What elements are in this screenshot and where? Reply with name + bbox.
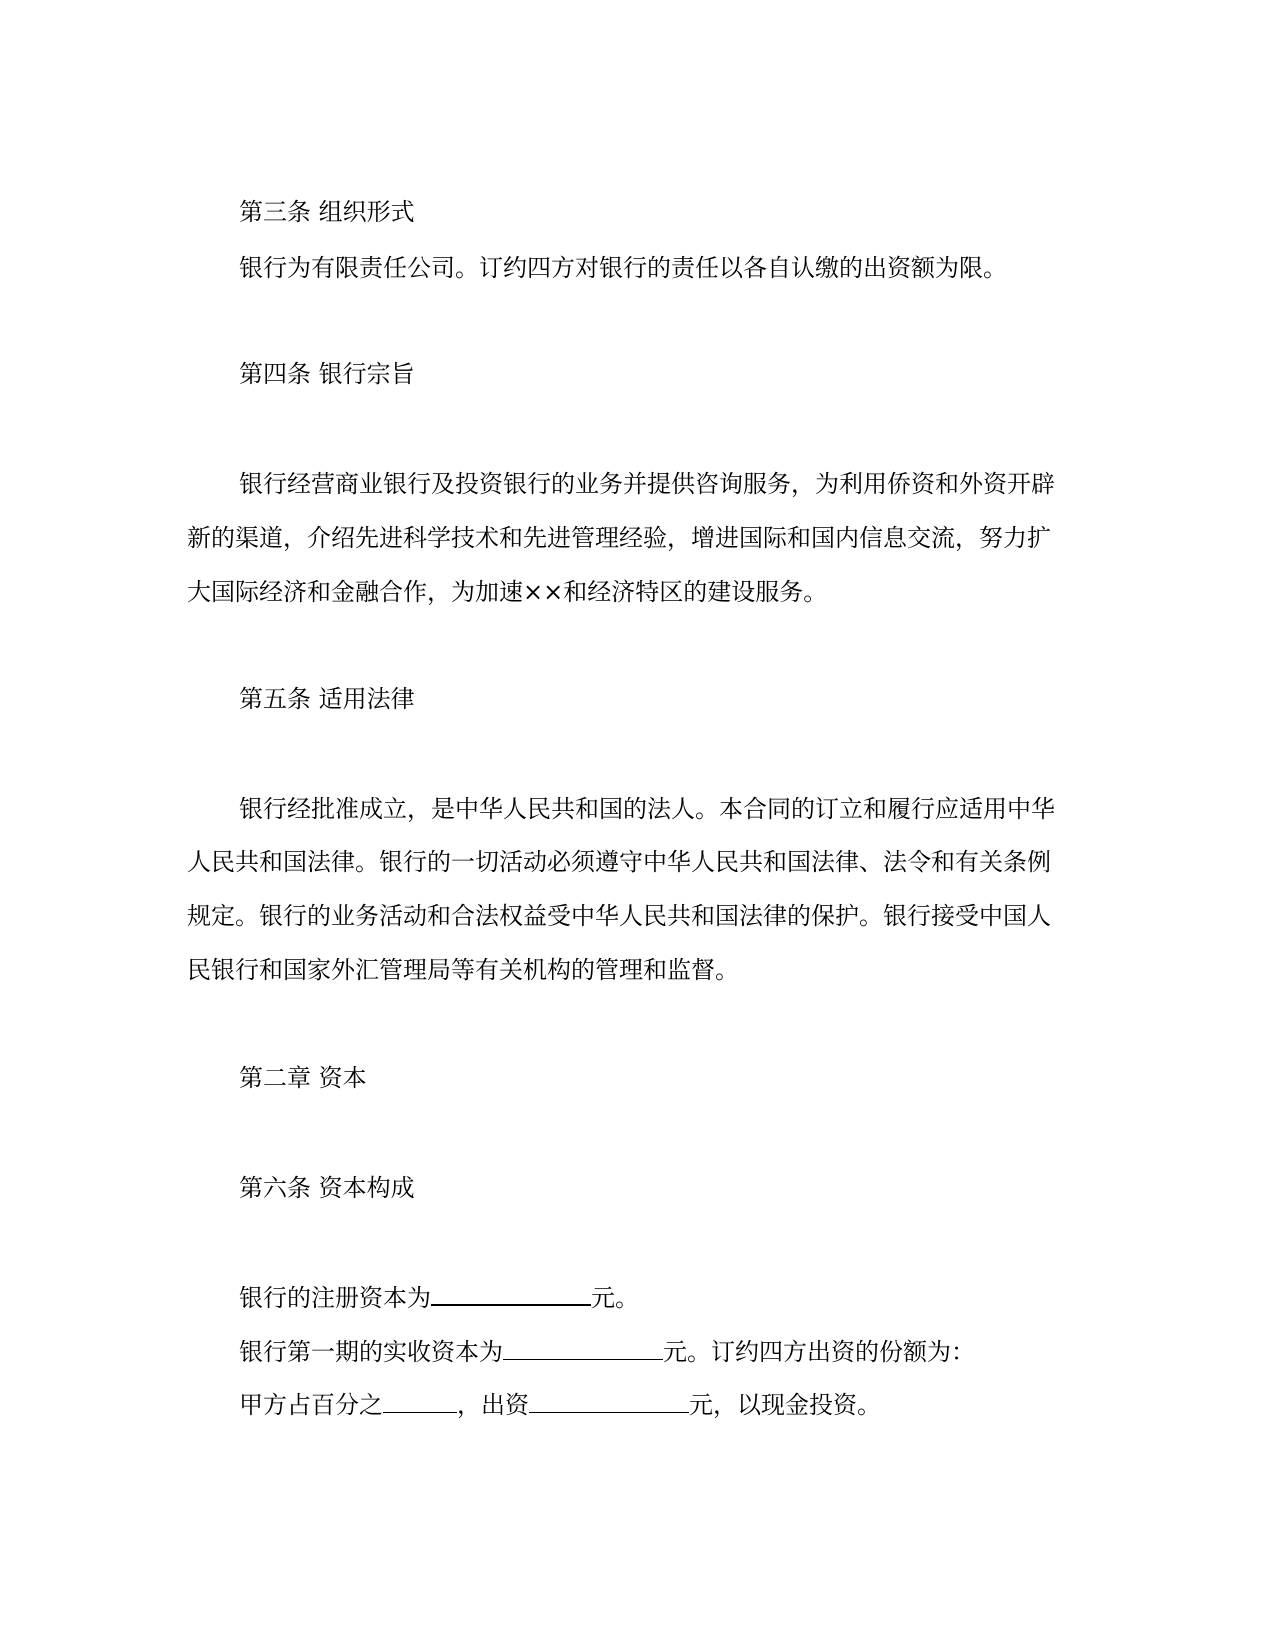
article-4-body-line-2: 新的渠道，介绍先进科学技术和先进管理经验，增进国际和国内信息交流，努力扩	[187, 524, 1051, 552]
article-6-heading: 第六条 资本构成	[239, 1174, 415, 1202]
article-5-body-line-1: 银行经批准成立，是中华人民共和国的法人。本合同的订立和履行应适用中华	[239, 795, 1055, 823]
paid-in-capital-prefix: 银行第一期的实收资本为	[239, 1338, 503, 1366]
article-3-heading: 第三条 组织形式	[239, 198, 415, 226]
party-a-share-line	[239, 1389, 881, 1421]
party-a-prefix: 甲方占百分之	[239, 1391, 383, 1419]
registered-capital-line	[239, 1282, 639, 1314]
article-4-heading: 第四条 银行宗旨	[239, 360, 415, 388]
article-5-body-line-4: 民银行和国家外汇管理局等有关机构的管理和监督。	[187, 956, 739, 984]
registered-capital-suffix: 元。	[591, 1284, 639, 1312]
party-a-suffix: 元，以现金投资。	[689, 1391, 881, 1419]
article-5-body-line-3: 规定。银行的业务活动和合法权益受中华人民共和国法律的保护。银行接受中国人	[187, 902, 1051, 930]
party-a-percent-blank[interactable]	[383, 1390, 457, 1413]
party-a-middle: ，出资	[457, 1391, 529, 1419]
party-a-amount-blank[interactable]	[529, 1390, 689, 1413]
article-5-body-line-2: 人民共和国法律。银行的一切活动必须遵守中华人民共和国法律、法令和有关条例	[187, 848, 1051, 876]
registered-capital-prefix: 银行的注册资本为	[239, 1284, 431, 1312]
registered-capital-blank[interactable]	[431, 1282, 591, 1306]
article-4-body-line-3: 大国际经济和金融合作，为加速××和经济特区的建设服务。	[187, 578, 828, 606]
paid-in-capital-blank[interactable]	[503, 1337, 663, 1360]
article-3-body: 银行为有限责任公司。订约四方对银行的责任以各自认缴的出资额为限。	[239, 254, 1007, 282]
paid-in-capital-suffix: 元。订约四方出资的份额为：	[663, 1338, 975, 1366]
article-4-body-line-1: 银行经营商业银行及投资银行的业务并提供咨询服务，为利用侨资和外资开辟	[239, 470, 1055, 498]
chapter-2-heading: 第二章 资本	[239, 1064, 367, 1092]
paid-in-capital-line	[239, 1336, 975, 1368]
article-5-heading: 第五条 适用法律	[239, 685, 415, 713]
